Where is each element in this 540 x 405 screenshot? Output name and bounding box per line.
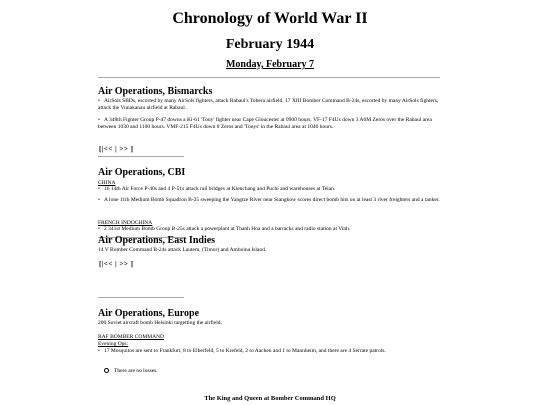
- list-item: • 17 Mosquitos are sent to Frankfurt, 8 to Elberfeld, 5 to Krefeld, 2 to Aachen and 1 to Mannheim, and there are 4 Serrate patrols.: [98, 348, 386, 354]
- list-item: There are no losses.: [104, 368, 158, 374]
- list-item: • A lone 11th Medium Bomb Squadron B-25 sweeping the Yangtze River near Siangkow scores direct bomb hits on at least 3 river freighters and a tanker.: [98, 197, 440, 203]
- list-item: • 16 14th Air Force P-40s and 4 P-51s attack rail bridges at Kienchang and Puchi and warehouses at Teian.: [98, 186, 336, 192]
- day-heading: Monday, February 7: [225, 59, 315, 70]
- divider: [98, 156, 184, 157]
- subheading-china: CHINA: [98, 180, 116, 186]
- section-text: 14 V Bomber Command B-24s attack Lautem, (Timor) and Amboina Island.: [98, 247, 267, 253]
- section-text: 200 Soviet aircraft bomb Helsinki targetting the airfield.: [98, 320, 222, 326]
- page-title: Chronology of World War II: [172, 10, 368, 27]
- divider: [98, 77, 440, 78]
- month-heading: February 1944: [225, 37, 315, 52]
- footer-caption: The King and Queen at Bomber Command HQ: [204, 395, 336, 402]
- section-title-europe: Air Operations, Europe: [98, 308, 200, 319]
- circle-bullet-icon: [104, 368, 109, 373]
- section-title-east-indies: Air Operations, East Indies: [98, 235, 216, 246]
- divider: [98, 297, 184, 298]
- nav-links[interactable]: [|<< | >> ]: [99, 260, 134, 268]
- list-item: • A 348th Fighter Group P-47 downs a Ki-61 'Tony' fighter near Cape Gloucester at 0900 hours. VF-17 F4Us down 3 A6M Zeros over the Rabaul area between 1030 and 1100 hours. VMF-215 F4Us down 8 Zeros and 'Tonys' in the Rabaul area at 1040 hours.: [98, 117, 432, 130]
- nav-links[interactable]: [|<< | >> ]: [99, 145, 134, 153]
- subheading-raf: RAF BOMBER COMMAND: [98, 334, 165, 340]
- subheading-indochina: FRENCH INDOCHINA: [98, 220, 153, 226]
- subheading-evening-ops: Evening Ops:: [98, 341, 129, 347]
- section-title-cbi: Air Operations, CBI: [98, 167, 186, 178]
- section-title-bismarcks: Air Operations, Bismarcks: [98, 86, 213, 97]
- list-item: • AirSols SBDs, escorted by many AirSols fighters, attack Rabaul's Tobera airfield. 17 XIII Bomber Command B-24s, escorted by many AirSols fighters, attack the Vunakanau airfield at Rabaul.: [98, 98, 439, 111]
- list-item: • 2 341st Medium Bomb Group B-25s attack a powerplant at Thanh Hoa and a barracks and radio station at Vinh.: [98, 226, 351, 232]
